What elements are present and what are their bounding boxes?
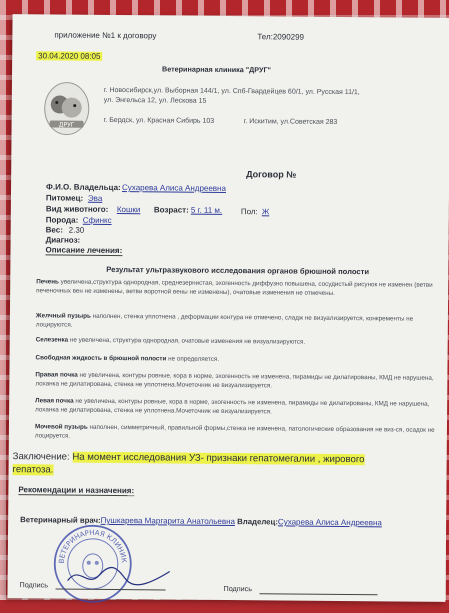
owner-value: Сухарева Алиса Андреевна [122, 183, 226, 193]
report-title: Результат ультразвукового исследования органов брюшной полости [106, 264, 370, 277]
species-value: Кошки [116, 205, 141, 215]
address-line-1: г. Новосибирск,ул. Выборная 144/1, ул. Спб-Гвардейцев 60/1, ул. Русская 11/1, [103, 86, 360, 97]
species-label: Вид животного: [45, 204, 109, 214]
breed-label: Порода: [45, 215, 79, 225]
treatment-label: Описание лечения: [45, 245, 123, 256]
clinic-logo [41, 80, 92, 138]
address-line-3b: г. Искитим, ул.Советская 283 [243, 118, 338, 126]
pet-value: Эва [87, 193, 103, 203]
sign-right-line [260, 593, 378, 595]
owner-label: Ф.И.О. Владельца: [46, 182, 121, 193]
diagnosis-label: Диагноз: [45, 235, 81, 245]
conclusion-label: Заключение: [12, 451, 70, 463]
spleen-paragraph: Селезенка не увеличена, структура однородная, очатовые изменения не визуализируются. [35, 336, 306, 346]
weight-value: 2.30 [68, 225, 85, 235]
breed-value: Сфинкс [82, 215, 112, 225]
print-datetime: 30.04.2020 08:05 [38, 51, 101, 61]
conclusion-text-2: гепатоза. [12, 464, 54, 476]
sign-left-label: Подпись [19, 580, 49, 590]
conclusion-line-2 [13, 464, 54, 475]
document-page [7, 14, 449, 602]
liver-paragraph: Печень увеличена,структура однородная, среднезернистая, эхогенность диффузно повышена, сосудистый рисунок не изменен (ветви печеночных вен не изменены, ветви воротной вены не изменены), очатовые изменения не отмечены. [36, 278, 433, 297]
sign-right-label: Подпись [223, 583, 253, 594]
contract-title: Договор № [246, 169, 297, 180]
fluid-paragraph: Свободная жидкость в брюшной полости не определяется. [35, 354, 220, 363]
vet-value: Пушкарева Маргарита Анатольевна [100, 515, 236, 527]
recommendations-label: Рекомендации и назначения: [18, 485, 135, 496]
vet-signature-scribble [66, 561, 176, 592]
address-line-3a: г. Бердск, ул. Красная Сибирь 103 [103, 116, 215, 125]
sig-owner-value: Сухарева Алиса Андреевна [277, 517, 382, 528]
weight-label: Вес: [45, 225, 63, 235]
age-label: Возраст: [153, 205, 189, 215]
clinic-name: Ветеринарная клиника "ДРУГ" [162, 64, 272, 75]
sex-label: Пол: [240, 207, 258, 217]
age-value: 5 г. 11 м. [190, 205, 223, 215]
svg-text:ДРУГ: ДРУГ [58, 121, 75, 129]
vet-label: Ветеринарный врач: [20, 515, 101, 525]
sig-owner-label: Владелец: [237, 517, 278, 527]
gallbladder-paragraph: Желчный пузырь наполнен, стенка уплотнена , деформации контура не отмечено, сладж не визуализируется, конкременты не лоцируются. [35, 312, 414, 329]
pet-label: Питомец: [45, 193, 84, 203]
right-kidney-paragraph: Правая почка не увеличена, контуры ровные, кора в норме, эхогенность не изменена, пирамиды не дилатированы, КМД не нарушена, лоханка не дилатирована, стенка не уплотнена.Мочеточник не визуализируется. [35, 371, 434, 389]
conclusion-line-1 [13, 451, 365, 465]
address-line-2: ул. Энгельса 12, ул. Лескова 15 [103, 96, 207, 105]
contract-annex: приложение №1 к договору [54, 30, 157, 41]
bladder-paragraph: Мочевой пузырь наполнен, симметричный, правильной формы,стенка не изменена, патологические образования не виз-ся, осадок не лоцируется. [34, 423, 435, 440]
left-kidney-paragraph: Левая почка не увеличена, контуры ровные, кора в норме, эхогенность не изменена, пирамиды не дилатированы, КМД не нарушена, лоханка не дилатирована, стенка не уплотнена.Мочеточник не визуализируется. [35, 397, 430, 415]
clinic-phone: Тел:2090299 [257, 32, 305, 42]
conclusion-text-1: На момент исследования УЗ- признаки гепатомегалии , жирового [72, 451, 365, 466]
svg-text:ВЕТЕРИНАРНАЯ КЛИНИКА ДРУГ: ВЕТЕРИНАРНАЯ КЛИНИКА [57, 528, 128, 564]
sex-value: Ж [261, 207, 270, 217]
